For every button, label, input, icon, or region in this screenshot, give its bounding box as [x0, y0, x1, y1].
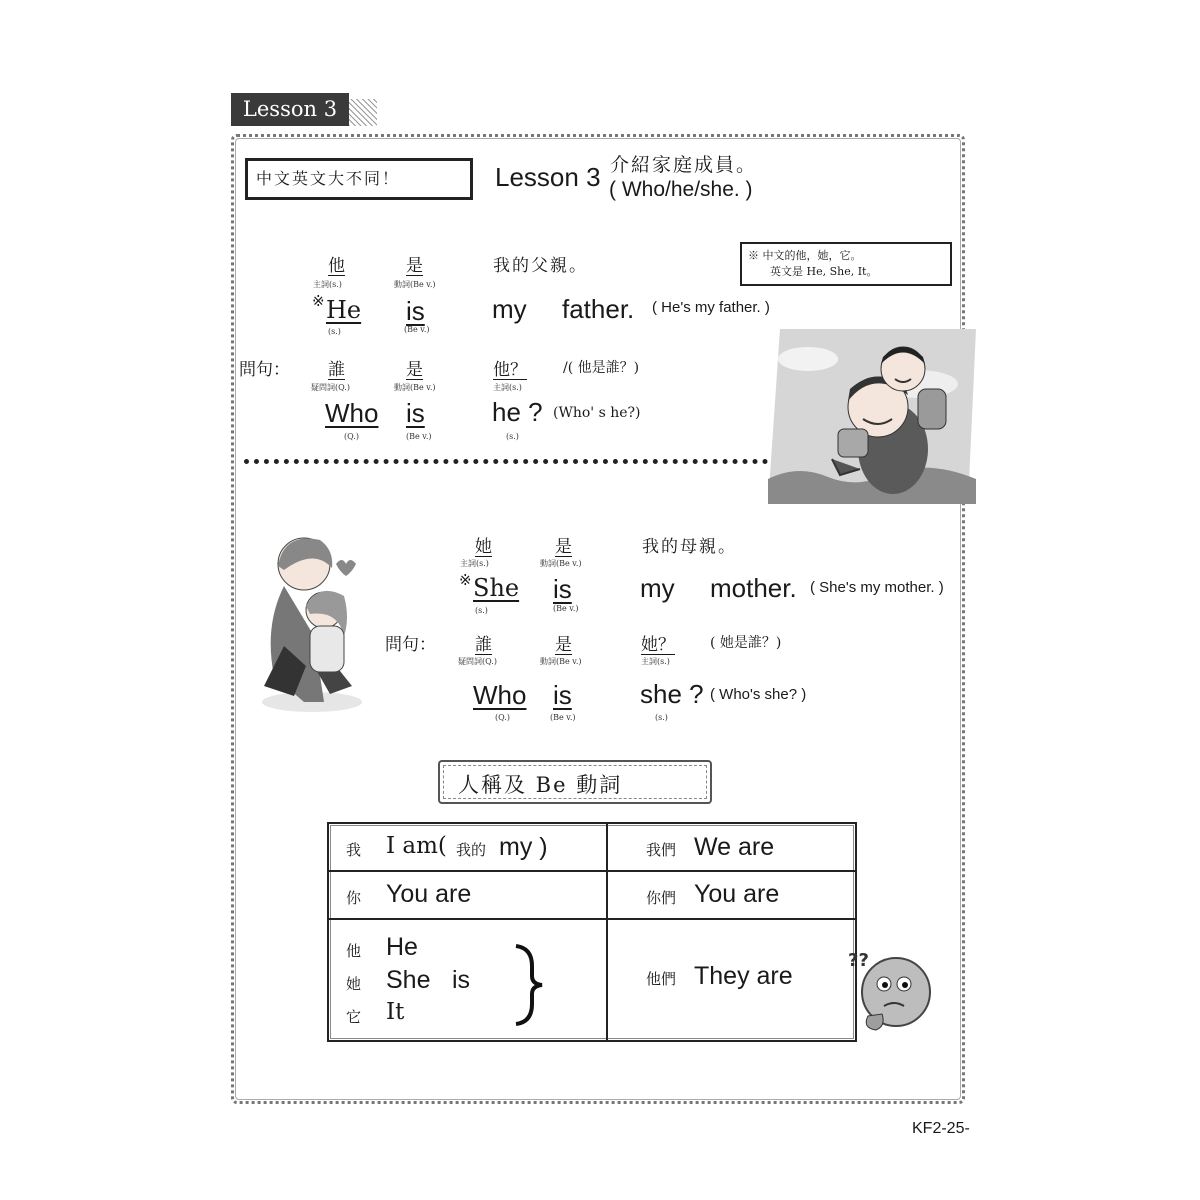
father-word-father: father. [562, 294, 635, 324]
header-cn-title: 介紹家庭成員。 [610, 154, 758, 176]
table-r1-cn: 我 [346, 841, 362, 859]
lesson-tab: Lesson 3 [231, 93, 349, 126]
mother-sub-s: (s.) [475, 606, 488, 615]
table-r3-cn3: 它 [346, 1008, 362, 1026]
mother-child-illustration [244, 526, 374, 716]
table-r3b-en: They are [694, 962, 793, 990]
father-q-tag-q: 疑問詞(Q.) [311, 383, 350, 392]
mother-q-tag-q: 疑問詞(Q.) [458, 657, 497, 666]
mother-q-cn-subject: 她？ [641, 635, 675, 655]
father-sub-v: (Be v.) [404, 325, 430, 334]
mother-mark: ※ [459, 571, 472, 589]
table-r2-cn: 你 [346, 889, 362, 907]
table-r2b-cn: 你們 [646, 889, 677, 907]
father-word-my: my [492, 294, 527, 324]
mother-cn-rest: 我的母親。 [642, 537, 737, 557]
father-translation: ( He's my father. ) [652, 299, 770, 316]
father-sub-s: (s.) [328, 327, 341, 336]
father-q-subject: he ? [492, 397, 543, 427]
table-r2b-en: You are [694, 880, 780, 908]
mother-q-cn-paren: ( 她是誰？) [710, 635, 782, 651]
mother-q-sub-s: (s.) [655, 713, 668, 722]
mother-q-subject: she ? [640, 679, 704, 709]
father-tag-subject: 主詞(s.) [313, 280, 342, 289]
father-q-tag-verb: 動詞(Be v.) [394, 383, 436, 392]
mother-q-sub-v: (Be v.) [550, 713, 576, 722]
svg-text:??: ?? [848, 950, 869, 971]
father-q-cn-verb: 是 [406, 360, 423, 380]
note-line-1: ※ 中文的他，她，它。 [748, 249, 862, 262]
father-q-sub-v: (Be v.) [406, 432, 432, 441]
father-question-label: 問句： [239, 360, 290, 380]
father-verb: is [406, 296, 425, 326]
father-q-translation: (Who' s he?) [553, 405, 641, 421]
mother-question-label: 問句： [385, 635, 436, 655]
mother-cn-subject: 她 [475, 537, 492, 557]
father-cn-subject: 他 [328, 256, 345, 276]
table-r3b-cn: 他們 [646, 970, 677, 988]
table-r3-en2: She [386, 966, 431, 994]
mother-q-translation: ( Who's she? ) [710, 686, 807, 703]
table-r3-cn2: 她 [346, 975, 362, 993]
section-separator [244, 459, 768, 464]
father-q-sub-q: (Q.) [344, 432, 359, 441]
father-q-cn-paren: /( 他是誰？) [563, 360, 640, 376]
mother-q-cn-q: 誰 [475, 635, 492, 655]
header-en-title: ( Who/he/she. ) [609, 178, 753, 201]
mother-subject: She [473, 574, 520, 602]
mother-q-cn-verb: 是 [555, 635, 572, 655]
table-r1-en2: my ) [499, 833, 548, 861]
table-r1b-cn: 我們 [646, 841, 677, 859]
father-subject: He [326, 296, 362, 324]
father-q-cn-q: 誰 [328, 360, 345, 380]
table-r3-cn1: 他 [346, 942, 362, 960]
tab-hatch-decoration [349, 99, 377, 126]
table-divider-vertical [606, 822, 608, 1042]
mother-q-sub-q: (Q.) [495, 713, 510, 722]
mother-word-my: my [640, 573, 675, 603]
mother-q-word: Who [473, 680, 527, 710]
mother-translation: ( She's my mother. ) [810, 579, 944, 596]
table-r3-en3: It [386, 999, 405, 1025]
table-r1b-en: We are [694, 833, 775, 861]
mother-tag-verb: 動詞(Be v.) [540, 559, 582, 568]
father-child-illustration [768, 329, 976, 504]
header-box: 中文英文大不同！ [245, 158, 473, 200]
table-r2-en: You are [386, 880, 472, 908]
note-box [740, 242, 952, 286]
table-r3-en1: He [386, 933, 418, 961]
table-r3-is: is [452, 966, 471, 994]
mother-cn-verb: 是 [555, 537, 572, 557]
mother-q-verb: is [553, 680, 572, 710]
father-cn-rest: 我的父親。 [493, 256, 588, 276]
thinking-face-icon [846, 944, 936, 1034]
father-q-verb: is [406, 398, 425, 428]
father-q-word: Who [325, 398, 379, 428]
father-cn-verb: 是 [406, 256, 423, 276]
table-divider-row2 [327, 918, 857, 920]
mother-word-mother: mother. [710, 573, 797, 603]
section-title: 人稱及 Be 動詞 [458, 773, 623, 797]
mother-sub-v: (Be v.) [553, 604, 579, 613]
note-line-2: 英文是 He, She, It。 [770, 265, 878, 278]
father-tag-verb: 動詞(Be v.) [394, 280, 436, 289]
table-r1-cn2: 我的 [456, 841, 487, 859]
page-number: KF2-25- [912, 1120, 970, 1137]
father-q-sub-s: (s.) [506, 432, 519, 441]
father-q-cn-subject: 他？ [493, 360, 527, 380]
father-q-tag-subject: 主詞(s.) [493, 383, 522, 392]
mother-q-tag-subject: 主詞(s.) [641, 657, 670, 666]
table-divider-row1 [327, 870, 857, 872]
header-lesson-title: Lesson 3 [495, 162, 601, 192]
table-r1-en: I am( [386, 833, 447, 859]
mother-tag-subject: 主詞(s.) [460, 559, 489, 568]
father-mark: ※ [312, 292, 325, 310]
mother-q-tag-verb: 動詞(Be v.) [540, 657, 582, 666]
mother-verb: is [553, 574, 572, 604]
right-brace-icon [508, 944, 548, 1026]
